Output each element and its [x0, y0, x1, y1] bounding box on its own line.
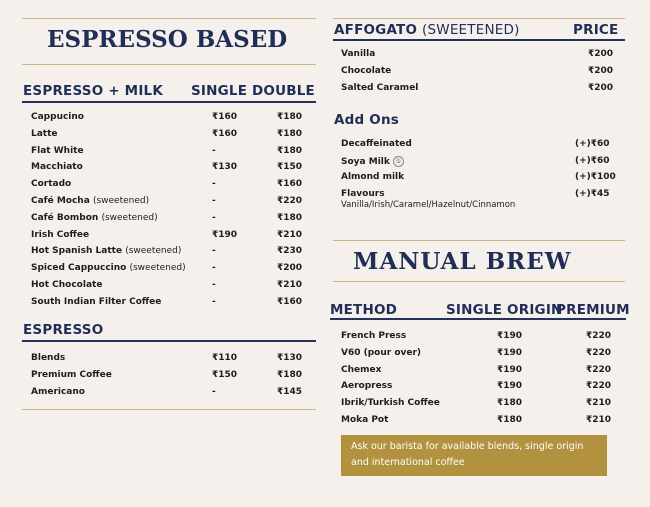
- col-single-header: SINGLE: [191, 83, 248, 99]
- col-premium-header: PREMIUM: [556, 302, 630, 318]
- manual-brew-title: MANUAL BREW: [353, 248, 572, 275]
- affogato-heading-note: (SWEETENED): [422, 22, 520, 38]
- double-price: ₹210: [277, 229, 303, 240]
- single-price: ₹160: [212, 112, 238, 122]
- menu-item-label: Cappucino: [31, 112, 84, 122]
- add-on-name: [341, 139, 412, 149]
- menu-item-name: [31, 196, 149, 206]
- premium-price: ₹220: [586, 381, 612, 392]
- menu-item-name: [31, 297, 161, 307]
- single-price: ₹190: [212, 229, 238, 240]
- milk-header-rule: [22, 101, 316, 103]
- double-price: ₹150: [277, 162, 303, 173]
- double-price: ₹210: [277, 280, 303, 290]
- premium-price: ₹220: [586, 347, 612, 358]
- add-on-price: (+)₹60: [575, 139, 610, 149]
- single-price: -: [212, 212, 216, 223]
- single-origin-price: ₹190: [497, 347, 523, 358]
- espresso-heading: ESPRESSO: [23, 322, 104, 338]
- add-on-price: (+)₹45: [575, 188, 610, 199]
- menu-item-name: [31, 162, 83, 172]
- col-double-header: DOUBLE: [252, 83, 315, 99]
- double-price: ₹130: [277, 353, 303, 363]
- double-price: ₹230: [277, 246, 303, 257]
- col-price-header: PRICE: [573, 22, 619, 38]
- price-value: ₹200: [588, 66, 614, 76]
- double-price: ₹180: [277, 212, 303, 223]
- add-on-label: Soya Milk: [341, 156, 390, 167]
- single-price: ₹130: [212, 162, 238, 173]
- menu-item-label: Flat White: [31, 145, 84, 156]
- single-origin-price: ₹180: [497, 415, 523, 425]
- menu-item-name: [31, 246, 181, 256]
- double-price: ₹180: [277, 145, 303, 156]
- single-price: -: [212, 280, 216, 290]
- menu-item-label: Hot Spanish Latte: [31, 246, 123, 257]
- menu-item-name: [31, 146, 84, 156]
- top-rule-right: [333, 18, 625, 19]
- espresso-milk-heading: ESPRESSO + MILK: [23, 83, 164, 99]
- single-price: ₹150: [212, 370, 238, 380]
- menu-item-name: [31, 213, 158, 223]
- double-price: ₹220: [277, 196, 303, 206]
- menu-item-name: [31, 129, 58, 139]
- col-method-header: METHOD: [330, 302, 398, 318]
- single-price: -: [212, 179, 216, 190]
- single-price: -: [212, 196, 216, 206]
- add-on-name: [341, 156, 404, 167]
- add-on-label: Almond milk: [341, 172, 405, 182]
- menu-item-label: South Indian Filter Coffee: [31, 296, 162, 307]
- price-value: ₹200: [588, 49, 614, 59]
- menu-item-note: (sweetened): [129, 263, 186, 274]
- brew-method: Ibrik/Turkish Coffee: [341, 398, 440, 409]
- affogato-heading-bold: AFFOGATO: [334, 22, 418, 38]
- single-origin-price: ₹190: [497, 364, 523, 375]
- manual-brew-title-rule: [333, 281, 625, 282]
- affogato-header-rule: [333, 39, 625, 41]
- premium-price: ₹220: [586, 364, 612, 375]
- brew-method: French Press: [341, 331, 407, 341]
- double-price: ₹145: [277, 387, 303, 397]
- manual-brew-top-rule: [333, 240, 625, 241]
- menu-item-name: [31, 263, 186, 273]
- single-price: ₹110: [212, 353, 238, 363]
- premium-price: ₹210: [586, 398, 612, 409]
- single-price: -: [212, 145, 216, 156]
- single-price: -: [212, 387, 216, 397]
- affogato-heading: [334, 22, 520, 38]
- single-price: ₹160: [212, 128, 238, 139]
- double-price: ₹200: [277, 263, 303, 274]
- menu-item-name: Salted Caramel: [341, 83, 419, 93]
- top-rule-left: [22, 18, 316, 19]
- flavours-list: Vanilla/Irish/Caramel/Hazelnut/Cinnamon: [341, 200, 516, 210]
- brew-method: Chemex: [341, 364, 382, 375]
- menu-item-name: Blends: [31, 353, 66, 363]
- brew-method: V60 (pour over): [341, 347, 422, 358]
- double-price: ₹160: [277, 296, 303, 307]
- menu-item-name: [31, 280, 102, 290]
- double-price: ₹160: [277, 179, 303, 190]
- espresso-based-title: ESPRESSO BASED: [47, 26, 288, 53]
- menu-item-name: [31, 179, 71, 189]
- double-price: ₹180: [277, 112, 303, 122]
- espresso-header-rule: [22, 340, 316, 342]
- add-on-label: Flavours: [341, 188, 385, 199]
- add-on-name: [341, 189, 385, 199]
- double-price: ₹180: [277, 128, 303, 139]
- menu-item-name: [31, 230, 89, 240]
- menu-item-label: Hot Chocolate: [31, 280, 103, 290]
- brew-method: Aeropress: [341, 381, 393, 392]
- soya-allergen-icon: ⑤: [393, 156, 404, 167]
- menu-item-name: Vanilla: [341, 49, 376, 59]
- single-origin-price: ₹190: [497, 381, 523, 392]
- menu-item-label: Latte: [31, 128, 58, 139]
- add-on-label: Decaffeinated: [341, 139, 412, 149]
- barista-note: Ask our barista for available blends, single origin and international coffee: [341, 435, 607, 476]
- single-origin-price: ₹190: [497, 331, 523, 341]
- menu-item-note: (sweetened): [92, 196, 150, 206]
- add-ons-heading: Add Ons: [334, 112, 399, 128]
- bottom-rule-left: [22, 409, 316, 410]
- menu-item-name: [31, 112, 84, 122]
- menu-item-label: Macchiato: [31, 162, 83, 173]
- menu-item-label: Cortado: [31, 179, 72, 190]
- menu-item-name: Premium Coffee: [31, 370, 112, 380]
- single-origin-price: ₹180: [497, 398, 523, 409]
- menu-item-label: Café Mocha: [31, 196, 90, 206]
- add-on-name: [341, 172, 404, 182]
- menu-item-name: Chocolate: [341, 66, 392, 76]
- single-price: -: [212, 246, 216, 257]
- title-underline-left: [22, 64, 316, 65]
- menu-item-label: Café Bombon: [31, 212, 99, 223]
- menu-item-label: Irish Coffee: [31, 229, 90, 240]
- premium-price: ₹210: [586, 415, 612, 425]
- menu-item-note: (sweetened): [101, 212, 158, 223]
- single-price: -: [212, 296, 216, 307]
- manual-brew-header-rule: [330, 318, 626, 320]
- menu-item-name: Americano: [31, 387, 85, 397]
- single-price: -: [212, 263, 216, 274]
- add-on-price: (+)₹100: [575, 172, 616, 182]
- menu-item-label: Spiced Cappuccino: [31, 263, 127, 274]
- add-on-price: (+)₹60: [575, 155, 610, 166]
- premium-price: ₹220: [586, 331, 612, 341]
- col-single-origin-header: SINGLE ORIGIN: [446, 302, 563, 318]
- menu-item-note: (sweetened): [125, 246, 182, 257]
- double-price: ₹180: [277, 370, 303, 380]
- brew-method: Moka Pot: [341, 415, 389, 425]
- price-value: ₹200: [588, 83, 614, 93]
